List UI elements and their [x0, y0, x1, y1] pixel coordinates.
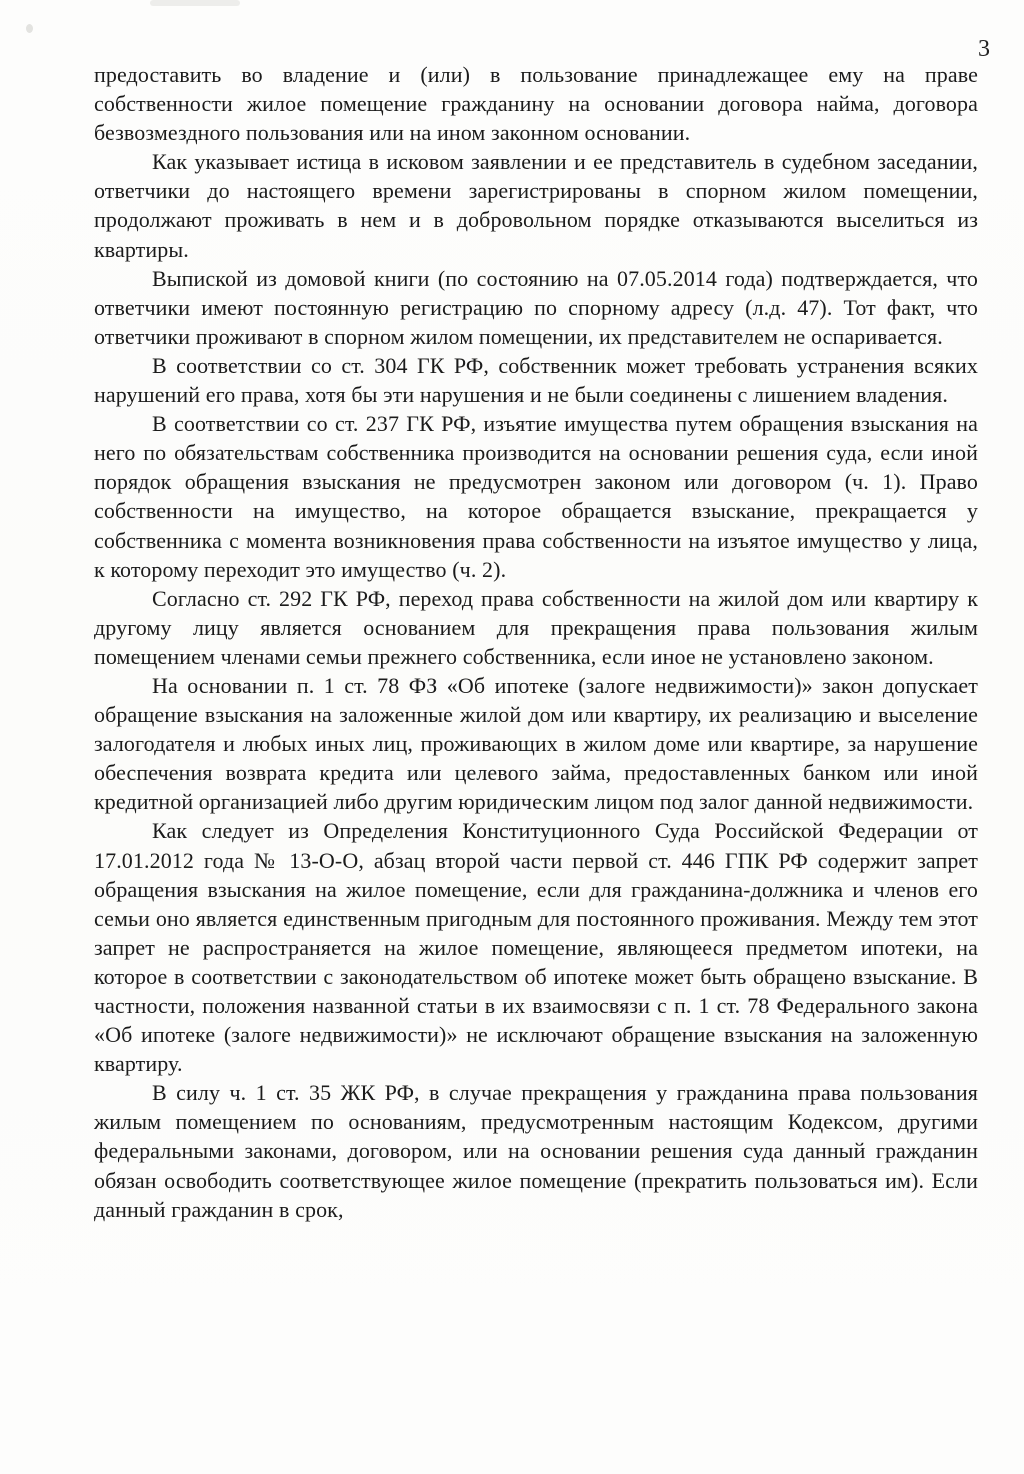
page-number: 3: [978, 36, 990, 62]
paragraph-constitutional-court-ruling: Как следует из Определения Конституционного Суда Российской Федерации от 17.01.2012 года № 13-О-О, абзац второй части первой ст. 446 ГПК РФ содержит запрет обращения взыскания на жилое помещение, если для гражданина-должника и членов его семьи оно является единственным пригодным для постоянного проживания. Между тем этот запрет не распространяется на жилое помещение, являющееся предметом ипотеки, на которое в соответствии с законодательством об ипотеке может быть обращено взыскание. В частности, положения названной статьи в их взаимосвязи с п. 1 ст. 78 Федерального закона «Об ипотеке (залоге недвижимости)» не исключают обращение взыскания на заложенную квартиру.: [94, 818, 978, 1077]
paragraph-article-237-gk-rf: В соответствии со ст. 237 ГК РФ, изъятие имущества путем обращения взыскания на него по обязательствам собственника производится на основании решения суда, если иной порядок обращения взыскания не предусмотрен законом или договором (ч. 1). Право собственности на имущество, на которое обращается взыскание, прекращается у собственника с момента возникновения права собственности на изъятое имущество у лица, к которому переходит это имущество (ч. 2).: [94, 411, 978, 582]
paragraph-article-78-mortgage-law: На основании п. 1 ст. 78 ФЗ «Об ипотеке (залоге недвижимости)» закон допускает обращение взыскания на заложенные жилой дом или квартиру, их реализацию и выселение залогодателя и любых иных лиц, проживающих в жилом доме или квартире, за нарушение обеспечения возврата кредита или целевого займа, предоставленных банком или иной кредитной организацией либо другим юридическим лицом под залог данной недвижимости.: [94, 672, 978, 815]
paragraph-plaintiff-statement: Как указывает истица в исковом заявлении и ее представитель в судебном заседании, ответчики до настоящего времени зарегистрированы в спорном жилом помещении, продолжают проживать в нем и в добровольном порядке отказываются выселиться из квартиры.: [94, 149, 978, 262]
scan-artifact-speck: [26, 24, 33, 33]
paragraph-article-292-gk-rf: Согласно ст. 292 ГК РФ, переход права собственности на жилой дом или квартиру к другому лицу является основанием для прекращения права пользования жилым помещением членами семьи прежнего собственника, если иное не установлено законом.: [94, 585, 978, 669]
paragraph-article-304-gk-rf: В соответствии со ст. 304 ГК РФ, собственник может требовать устранения всяких нарушений его права, хотя бы эти нарушения и не были соединены с лишением владения.: [94, 352, 978, 408]
paragraph-continuation-housing-provision: предоставить во владение и (или) в пользование принадлежащее ему на праве собственности жилое помещение гражданину на основании договора найма, договора безвозмездного пользования или на ином законном основании.: [94, 62, 978, 146]
scan-artifact-smudge: [150, 0, 240, 6]
document-body-text: [94, 60, 978, 1224]
paragraph-house-register-extract: Выпиской из домовой книги (по состоянию на 07.05.2014 года) подтверждается, что ответчики имеют постоянную регистрацию по спорному адресу (л.д. 47). Тот факт, что ответчики проживают в спорном жилом помещении, их представителем не оспаривается.: [94, 265, 978, 349]
paragraph-article-35-zhk-rf: В силу ч. 1 ст. 35 ЖК РФ, в случае прекращения у гражданина права пользования жилым помещением по основаниям, предусмотренным настоящим Кодексом, другими федеральными законами, договором, или на основании решения суда данный гражданин обязан освободить соответствующее жилое помещение (прекратить пользоваться им). Если данный гражданин в срок,: [94, 1080, 978, 1222]
